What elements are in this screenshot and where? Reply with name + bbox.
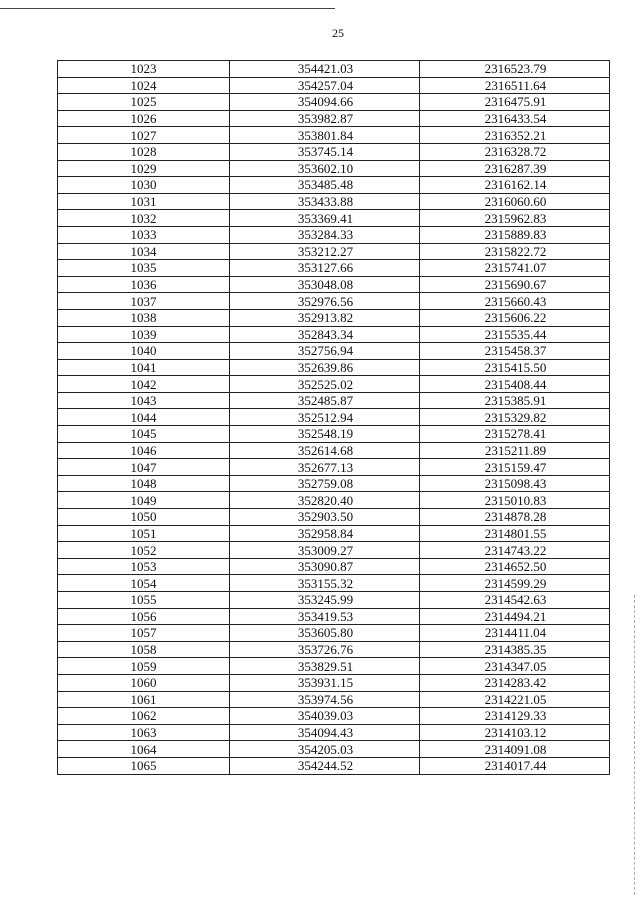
x-coordinate-cell: 353605.80 — [230, 625, 420, 642]
table-row — [58, 94, 610, 111]
table-row — [58, 293, 610, 310]
table-row — [58, 724, 610, 741]
point-number-cell: 1054 — [58, 575, 230, 592]
table-row — [58, 127, 610, 144]
point-number-cell: 1030 — [58, 177, 230, 194]
x-coordinate-cell: 353485.48 — [230, 177, 420, 194]
table-row — [58, 658, 610, 675]
y-coordinate-cell: 2314801.55 — [420, 525, 610, 542]
x-coordinate-cell: 353433.88 — [230, 193, 420, 210]
y-coordinate-cell: 2314385.35 — [420, 641, 610, 658]
point-number-cell: 1055 — [58, 592, 230, 609]
table-row — [58, 741, 610, 758]
table-row — [58, 143, 610, 160]
y-coordinate-cell: 2315159.47 — [420, 459, 610, 476]
point-number-cell: 1043 — [58, 392, 230, 409]
x-coordinate-cell: 354039.03 — [230, 708, 420, 725]
table-row — [58, 376, 610, 393]
table-row — [58, 177, 610, 194]
y-coordinate-cell: 2315889.83 — [420, 226, 610, 243]
y-coordinate-cell: 2316475.91 — [420, 94, 610, 111]
x-coordinate-cell: 354244.52 — [230, 757, 420, 774]
x-coordinate-cell: 352639.86 — [230, 359, 420, 376]
x-coordinate-cell: 354094.66 — [230, 94, 420, 111]
y-coordinate-cell: 2316060.60 — [420, 193, 610, 210]
point-number-cell: 1029 — [58, 160, 230, 177]
table-row — [58, 77, 610, 94]
y-coordinate-cell: 2314411.04 — [420, 625, 610, 642]
y-coordinate-cell: 2315535.44 — [420, 326, 610, 343]
point-number-cell: 1057 — [58, 625, 230, 642]
x-coordinate-cell: 352958.84 — [230, 525, 420, 542]
point-number-cell: 1063 — [58, 724, 230, 741]
y-coordinate-cell: 2314542.63 — [420, 592, 610, 609]
point-number-cell: 1044 — [58, 409, 230, 426]
x-coordinate-cell: 353155.32 — [230, 575, 420, 592]
table-row — [58, 392, 610, 409]
point-number-cell: 1042 — [58, 376, 230, 393]
y-coordinate-cell: 2314599.29 — [420, 575, 610, 592]
coordinate-table-body — [58, 61, 610, 775]
table-row — [58, 592, 610, 609]
point-number-cell: 1053 — [58, 558, 230, 575]
x-coordinate-cell: 353745.14 — [230, 143, 420, 160]
y-coordinate-cell: 2315962.83 — [420, 210, 610, 227]
x-coordinate-cell: 352525.02 — [230, 376, 420, 393]
table-row — [58, 193, 610, 210]
y-coordinate-cell: 2314283.42 — [420, 674, 610, 691]
y-coordinate-cell: 2316287.39 — [420, 160, 610, 177]
table-row — [58, 409, 610, 426]
y-coordinate-cell: 2314494.21 — [420, 608, 610, 625]
x-coordinate-cell: 352485.87 — [230, 392, 420, 409]
y-coordinate-cell: 2314221.05 — [420, 691, 610, 708]
table-row — [58, 674, 610, 691]
table-row — [58, 542, 610, 559]
table-row — [58, 691, 610, 708]
point-number-cell: 1033 — [58, 226, 230, 243]
table-row — [58, 459, 610, 476]
point-number-cell: 1049 — [58, 492, 230, 509]
x-coordinate-cell: 353369.41 — [230, 210, 420, 227]
point-number-cell: 1026 — [58, 110, 230, 127]
table-row — [58, 226, 610, 243]
table-row — [58, 343, 610, 360]
point-number-cell: 1038 — [58, 309, 230, 326]
y-coordinate-cell: 2315606.22 — [420, 309, 610, 326]
y-coordinate-cell: 2315278.41 — [420, 426, 610, 443]
table-row — [58, 61, 610, 78]
point-number-cell: 1046 — [58, 442, 230, 459]
point-number-cell: 1061 — [58, 691, 230, 708]
table-row — [58, 509, 610, 526]
y-coordinate-cell: 2314652.50 — [420, 558, 610, 575]
point-number-cell: 1051 — [58, 525, 230, 542]
table-row — [58, 757, 610, 774]
x-coordinate-cell: 353048.08 — [230, 276, 420, 293]
x-coordinate-cell: 353284.33 — [230, 226, 420, 243]
point-number-cell: 1058 — [58, 641, 230, 658]
header-rule — [0, 8, 335, 9]
table-row — [58, 210, 610, 227]
point-number-cell: 1031 — [58, 193, 230, 210]
point-number-cell: 1023 — [58, 61, 230, 78]
y-coordinate-cell: 2315741.07 — [420, 260, 610, 277]
x-coordinate-cell: 353931.15 — [230, 674, 420, 691]
table-row — [58, 243, 610, 260]
x-coordinate-cell: 353602.10 — [230, 160, 420, 177]
x-coordinate-cell: 352677.13 — [230, 459, 420, 476]
table-row — [58, 608, 610, 625]
y-coordinate-cell: 2315010.83 — [420, 492, 610, 509]
table-row — [58, 359, 610, 376]
point-number-cell: 1041 — [58, 359, 230, 376]
y-coordinate-cell: 2315458.37 — [420, 343, 610, 360]
y-coordinate-cell: 2315660.43 — [420, 293, 610, 310]
x-coordinate-cell: 353982.87 — [230, 110, 420, 127]
y-coordinate-cell: 2315329.82 — [420, 409, 610, 426]
coordinate-table-container — [57, 60, 609, 775]
y-coordinate-cell: 2315690.67 — [420, 276, 610, 293]
x-coordinate-cell: 352614.68 — [230, 442, 420, 459]
coordinate-table — [57, 60, 610, 775]
y-coordinate-cell: 2316162.14 — [420, 177, 610, 194]
point-number-cell: 1036 — [58, 276, 230, 293]
x-coordinate-cell: 352976.56 — [230, 293, 420, 310]
x-coordinate-cell: 354421.03 — [230, 61, 420, 78]
x-coordinate-cell: 353974.56 — [230, 691, 420, 708]
y-coordinate-cell: 2316511.64 — [420, 77, 610, 94]
point-number-cell: 1047 — [58, 459, 230, 476]
table-row — [58, 326, 610, 343]
point-number-cell: 1034 — [58, 243, 230, 260]
table-row — [58, 160, 610, 177]
point-number-cell: 1027 — [58, 127, 230, 144]
point-number-cell: 1050 — [58, 509, 230, 526]
x-coordinate-cell: 353419.53 — [230, 608, 420, 625]
x-coordinate-cell: 352756.94 — [230, 343, 420, 360]
table-row — [58, 708, 610, 725]
y-coordinate-cell: 2315408.44 — [420, 376, 610, 393]
y-coordinate-cell: 2315822.72 — [420, 243, 610, 260]
point-number-cell: 1065 — [58, 757, 230, 774]
table-row — [58, 276, 610, 293]
table-row — [58, 426, 610, 443]
point-number-cell: 1052 — [58, 542, 230, 559]
x-coordinate-cell: 353127.66 — [230, 260, 420, 277]
y-coordinate-cell: 2315385.91 — [420, 392, 610, 409]
y-coordinate-cell: 2314017.44 — [420, 757, 610, 774]
x-coordinate-cell: 353090.87 — [230, 558, 420, 575]
x-coordinate-cell: 352903.50 — [230, 509, 420, 526]
x-coordinate-cell: 352913.82 — [230, 309, 420, 326]
point-number-cell: 1048 — [58, 475, 230, 492]
x-coordinate-cell: 353009.27 — [230, 542, 420, 559]
point-number-cell: 1024 — [58, 77, 230, 94]
table-row — [58, 260, 610, 277]
table-row — [58, 492, 610, 509]
table-row — [58, 641, 610, 658]
y-coordinate-cell: 2316433.54 — [420, 110, 610, 127]
x-coordinate-cell: 353801.84 — [230, 127, 420, 144]
table-row — [58, 110, 610, 127]
y-coordinate-cell: 2314129.33 — [420, 708, 610, 725]
x-coordinate-cell: 354205.03 — [230, 741, 420, 758]
point-number-cell: 1025 — [58, 94, 230, 111]
table-row — [58, 525, 610, 542]
point-number-cell: 1056 — [58, 608, 230, 625]
x-coordinate-cell: 353212.27 — [230, 243, 420, 260]
point-number-cell: 1028 — [58, 143, 230, 160]
table-row — [58, 309, 610, 326]
y-coordinate-cell: 2315098.43 — [420, 475, 610, 492]
x-coordinate-cell: 353726.76 — [230, 641, 420, 658]
y-coordinate-cell: 2316328.72 — [420, 143, 610, 160]
x-coordinate-cell: 353245.99 — [230, 592, 420, 609]
x-coordinate-cell: 352843.34 — [230, 326, 420, 343]
y-coordinate-cell: 2314878.28 — [420, 509, 610, 526]
point-number-cell: 1032 — [58, 210, 230, 227]
y-coordinate-cell: 2314091.08 — [420, 741, 610, 758]
table-row — [58, 475, 610, 492]
point-number-cell: 1035 — [58, 260, 230, 277]
page-number: 25 — [332, 26, 344, 40]
x-coordinate-cell: 352820.40 — [230, 492, 420, 509]
x-coordinate-cell: 352512.94 — [230, 409, 420, 426]
table-row — [58, 575, 610, 592]
table-row — [58, 442, 610, 459]
x-coordinate-cell: 353829.51 — [230, 658, 420, 675]
table-row — [58, 558, 610, 575]
scan-margin-marks — [634, 595, 639, 895]
y-coordinate-cell: 2315415.50 — [420, 359, 610, 376]
point-number-cell: 1040 — [58, 343, 230, 360]
x-coordinate-cell: 354094.43 — [230, 724, 420, 741]
point-number-cell: 1064 — [58, 741, 230, 758]
point-number-cell: 1062 — [58, 708, 230, 725]
y-coordinate-cell: 2315211.89 — [420, 442, 610, 459]
y-coordinate-cell: 2316352.21 — [420, 127, 610, 144]
y-coordinate-cell: 2314743.22 — [420, 542, 610, 559]
y-coordinate-cell: 2314103.12 — [420, 724, 610, 741]
x-coordinate-cell: 352548.19 — [230, 426, 420, 443]
y-coordinate-cell: 2316523.79 — [420, 61, 610, 78]
point-number-cell: 1037 — [58, 293, 230, 310]
point-number-cell: 1039 — [58, 326, 230, 343]
x-coordinate-cell: 352759.08 — [230, 475, 420, 492]
y-coordinate-cell: 2314347.05 — [420, 658, 610, 675]
point-number-cell: 1045 — [58, 426, 230, 443]
point-number-cell: 1060 — [58, 674, 230, 691]
x-coordinate-cell: 354257.04 — [230, 77, 420, 94]
table-row — [58, 625, 610, 642]
point-number-cell: 1059 — [58, 658, 230, 675]
